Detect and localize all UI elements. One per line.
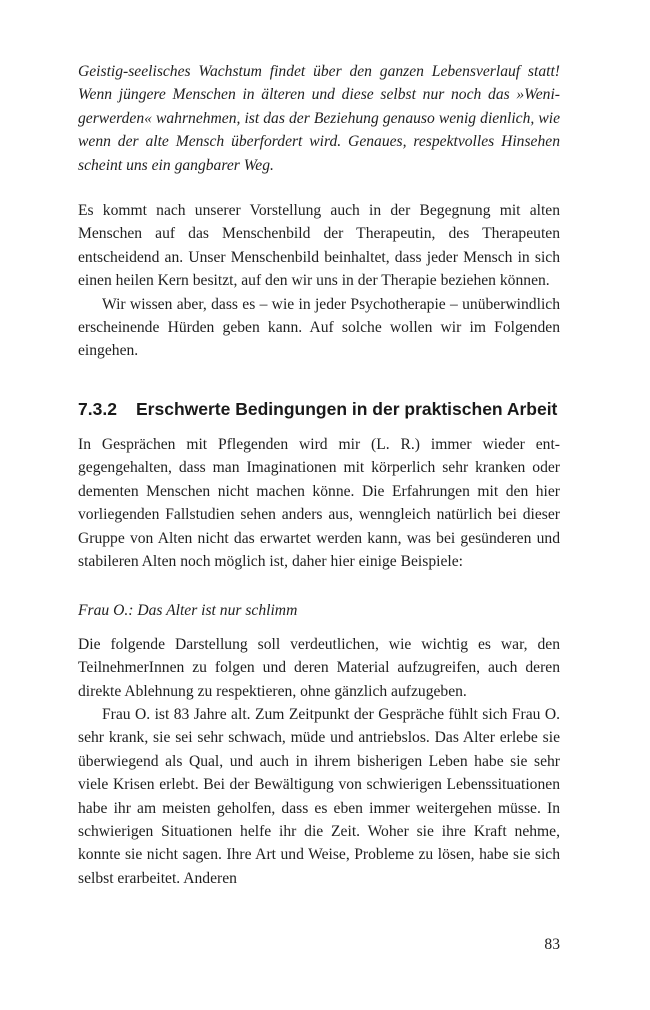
section-paragraph: In Gesprächen mit Pflegenden wird mir (L. R.) immer wieder entgegengehalten, dass man Imaginationen mit körperlich sehr kranken oder dementen Menschen nicht machen könne. Die Erfahrungen mit den hier vorliegenden Fallstudien sehen anders aus, wenngleich natürlich bei dieser Gruppe von Alten nicht das erwartet werden kann, was bei gesünderen und stabileren Alten noch möglich ist, daher hier einige Beispiele:: [78, 435, 560, 570]
section-title: Erschwerte Bedingungen in der praktischen Arbeit: [136, 398, 558, 419]
page-body: [78, 60, 560, 890]
case-paragraph-2: Frau O. ist 83 Jahre alt. Zum Zeitpunkt der Gespräche fühlt sich Frau O. sehr krank, sie sei sehr schwach, müde und antriebslos. Das Alter erlebe sie überwiegend als Qual, und auch in ihrem bisherigen Leben habe sie sehr viele Krisen erlebt. Bei der Bewältigung von schwierigen Lebenssituationen habe ihr am meisten geholfen, dass es eben immer weitergehen müsse. In schwierigen Situationen helfe ihr die Zeit. Woher sie ihre Kraft nehme, konnte sie nicht sagen. Ihre Art und Weise, Probleme zu lösen, habe sie sich selbst erarbeitet. Anderen: [78, 705, 560, 887]
section-heading: [78, 397, 560, 421]
section-number: 7.3.2: [78, 398, 117, 419]
case-title: Frau O.: Das Alter ist nur schlimm: [78, 602, 298, 620]
case-paragraph-1: Die folgende Darstellung soll verdeutlichen, wie wichtig es war, den TeilnehmerInnen zu folgen und deren Material aufzugreifen, auch deren direkte Ablehnung zu respektieren, ohne gänzlich aufzugeben.: [78, 635, 560, 700]
intro-quote: Geistig-seelisches Wachstum findet über den ganzen Lebensverlauf statt! Wenn jüngere Menschen in älteren und diese selbst nur noch das »Wenigerwerden« wahrnehmen, ist das der Beziehung genauso wenig dienlich, wie wenn der alte Mensch überfordert wird. Genaues, respektvolles Hinsehen scheint uns ein gangbarer Weg.: [78, 63, 560, 174]
intro-paragraph-2: Wir wissen aber, dass es – wie in jeder Psychotherapie – unüberwindlich erscheinende Hürden geben kann. Auf solche wollen wir im Folgenden eingehen.: [78, 295, 560, 360]
page-number: 83: [544, 936, 560, 953]
intro-paragraph-1: Es kommt nach unserer Vorstellung auch in der Begegnung mit alten Menschen auf das Menschenbild der Therapeutin, des Therapeuten entscheidend an. Unser Menschenbild beinhaltet, dass jeder Mensch in sich einen heilen Kern besitzt, auf den wir uns in der Therapie beziehen können.: [78, 202, 560, 290]
